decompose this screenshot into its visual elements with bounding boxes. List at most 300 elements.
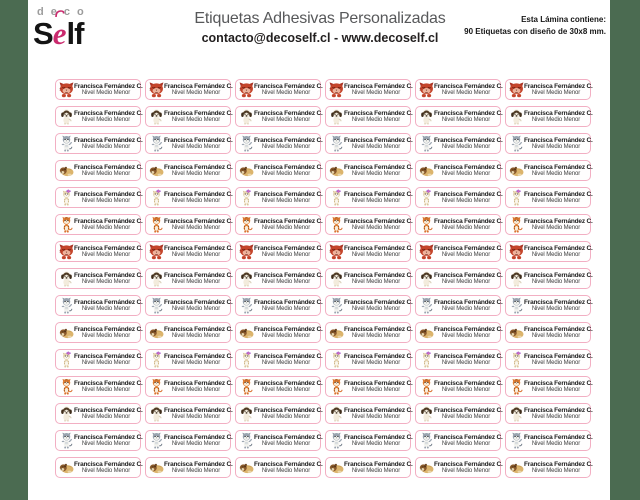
label-sticker [415,214,501,235]
puppy-icon [419,405,434,422]
label-level-line: Nivel Medio Menor [171,116,221,123]
label-text [164,460,233,474]
sleeping-dog-icon [59,162,74,179]
label-sticker [325,106,411,127]
label-name-line: Francisca Fernández C. [524,82,593,90]
label-sticker [145,457,231,478]
label-text [164,406,233,420]
label-text [524,460,593,474]
label-name-line: Francisca Fernández C. [344,109,413,117]
sleeping-dog-icon [239,162,254,179]
flower-cat-icon [59,351,74,368]
red-cat-icon [329,243,344,260]
label-level-line: Nivel Medio Menor [531,143,581,150]
label-name-line: Francisca Fernández C. [524,163,593,171]
label-name-line: Francisca Fernández C. [434,109,503,117]
label-name-line: Francisca Fernández C. [434,271,503,279]
label-name-line: Francisca Fernández C. [164,460,233,468]
label-text [164,352,233,366]
gray-cat-icon [329,297,344,314]
label-sticker [325,160,411,181]
label-name-line: Francisca Fernández C. [524,271,593,279]
label-level-line: Nivel Medio Menor [351,305,401,312]
label-level-line: Nivel Medio Menor [171,332,221,339]
label-name-line: Francisca Fernández C. [434,244,503,252]
label-text [254,163,323,177]
label-sticker [145,241,231,262]
label-sticker [415,376,501,397]
label-level-line: Nivel Medio Menor [531,197,581,204]
label-level-line: Nivel Medio Menor [351,278,401,285]
label-row [55,295,591,316]
label-name-line: Francisca Fernández C. [74,379,143,387]
gray-cat-icon [329,135,344,152]
label-sticker [325,133,411,154]
label-level-line: Nivel Medio Menor [81,440,131,447]
label-text [164,433,233,447]
label-text [524,82,593,96]
label-text [74,109,143,123]
label-sticker [415,295,501,316]
label-level-line: Nivel Medio Menor [441,251,491,258]
red-cat-icon [149,243,164,260]
label-text [434,109,503,123]
puppy-icon [149,270,164,287]
label-text [74,244,143,258]
label-name-line: Francisca Fernández C. [434,460,503,468]
left-background-strip [0,0,28,500]
label-sticker [505,268,591,289]
label-level-line: Nivel Medio Menor [171,467,221,474]
label-sticker [235,160,321,181]
label-level-line: Nivel Medio Menor [531,224,581,231]
label-name-line: Francisca Fernández C. [74,298,143,306]
label-sticker [145,430,231,451]
label-sticker [145,214,231,235]
flower-cat-icon [149,189,164,206]
label-name-line: Francisca Fernández C. [254,325,323,333]
label-text [434,82,503,96]
label-level-line: Nivel Medio Menor [171,305,221,312]
label-text [524,217,593,231]
puppy-icon [59,405,74,422]
flower-cat-icon [509,351,524,368]
label-text [524,406,593,420]
label-sticker [415,430,501,451]
label-sticker [325,241,411,262]
label-sticker [325,403,411,424]
label-level-line: Nivel Medio Menor [351,413,401,420]
label-text [164,271,233,285]
label-text [74,379,143,393]
puppy-icon [329,405,344,422]
sleeping-dog-icon [419,162,434,179]
label-level-line: Nivel Medio Menor [171,278,221,285]
puppy-icon [239,108,254,125]
decoself-logo [33,6,113,51]
label-text [344,460,413,474]
label-name-line: Francisca Fernández C. [164,82,233,90]
label-level-line: Nivel Medio Menor [441,359,491,366]
label-level-line: Nivel Medio Menor [261,359,311,366]
red-cat-icon [239,243,254,260]
label-text [344,163,413,177]
label-name-line: Francisca Fernández C. [74,244,143,252]
red-cat-icon [59,81,74,98]
label-name-line: Francisca Fernández C. [164,244,233,252]
label-level-line: Nivel Medio Menor [171,224,221,231]
label-sticker [325,349,411,370]
label-text [254,82,323,96]
label-name-line: Francisca Fernández C. [434,352,503,360]
label-sticker [235,376,321,397]
label-name-line: Francisca Fernández C. [74,109,143,117]
label-level-line: Nivel Medio Menor [81,386,131,393]
label-sticker [145,295,231,316]
label-sticker [415,403,501,424]
label-level-line: Nivel Medio Menor [81,305,131,312]
label-text [344,406,413,420]
label-name-line: Francisca Fernández C. [164,163,233,171]
red-cat-icon [509,243,524,260]
label-text [344,271,413,285]
label-name-line: Francisca Fernández C. [74,190,143,198]
label-name-line: Francisca Fernández C. [74,406,143,414]
label-sticker [235,241,321,262]
label-name-line: Francisca Fernández C. [164,136,233,144]
label-level-line: Nivel Medio Menor [531,278,581,285]
label-name-line: Francisca Fernández C. [524,406,593,414]
label-level-line: Nivel Medio Menor [351,197,401,204]
sleeping-dog-icon [509,324,524,341]
label-sticker [235,214,321,235]
red-cat-icon [419,81,434,98]
label-name-line: Francisca Fernández C. [524,190,593,198]
label-name-line: Francisca Fernández C. [254,298,323,306]
label-text [74,325,143,339]
label-name-line: Francisca Fernández C. [74,325,143,333]
label-level-line: Nivel Medio Menor [81,170,131,177]
label-name-line: Francisca Fernández C. [434,82,503,90]
label-text [434,217,503,231]
puppy-icon [419,270,434,287]
label-level-line: Nivel Medio Menor [261,251,311,258]
label-sticker [55,349,141,370]
label-sticker [55,214,141,235]
label-name-line: Francisca Fernández C. [254,217,323,225]
label-row [55,133,591,154]
label-name-line: Francisca Fernández C. [74,271,143,279]
label-text [164,136,233,150]
label-sticker [145,322,231,343]
label-sticker [505,349,591,370]
label-text [524,190,593,204]
label-sticker [55,295,141,316]
label-name-line: Francisca Fernández C. [344,406,413,414]
label-sticker [415,241,501,262]
gray-cat-icon [509,297,524,314]
contact-line: contacto@decoself.cl - www.decoself.cl [201,31,439,45]
puppy-icon [149,405,164,422]
logo-self-text [33,16,113,51]
label-text [344,352,413,366]
sleeping-dog-icon [419,459,434,476]
label-text [254,433,323,447]
label-sticker [235,79,321,100]
label-level-line: Nivel Medio Menor [81,467,131,474]
label-name-line: Francisca Fernández C. [434,190,503,198]
label-level-line: Nivel Medio Menor [441,413,491,420]
label-sticker [235,457,321,478]
label-text [434,325,503,339]
sleeping-dog-icon [329,162,344,179]
label-sticker [55,79,141,100]
label-text [434,163,503,177]
label-sticker [415,106,501,127]
flower-cat-icon [239,351,254,368]
label-text [254,244,323,258]
label-level-line: Nivel Medio Menor [441,386,491,393]
label-level-line: Nivel Medio Menor [441,89,491,96]
sheet-info [464,14,606,37]
label-text [74,352,143,366]
label-name-line: Francisca Fernández C. [434,406,503,414]
label-name-line: Francisca Fernández C. [344,163,413,171]
label-level-line: Nivel Medio Menor [351,224,401,231]
label-name-line: Francisca Fernández C. [434,325,503,333]
sleeping-dog-icon [59,324,74,341]
label-name-line: Francisca Fernández C. [164,325,233,333]
label-text [74,136,143,150]
logo-swirl-icon [55,10,65,18]
label-level-line: Nivel Medio Menor [261,440,311,447]
label-level-line: Nivel Medio Menor [441,197,491,204]
label-level-line: Nivel Medio Menor [171,359,221,366]
label-sticker [505,160,591,181]
label-level-line: Nivel Medio Menor [531,89,581,96]
label-text [434,136,503,150]
tiger-cat-icon [329,216,344,233]
logo-deco-text: deco [37,6,91,18]
label-level-line: Nivel Medio Menor [261,467,311,474]
label-sticker [145,349,231,370]
sleeping-dog-icon [149,324,164,341]
label-text [434,190,503,204]
label-sticker [55,187,141,208]
puppy-icon [509,270,524,287]
label-text [524,244,593,258]
label-name-line: Francisca Fernández C. [344,298,413,306]
label-text [344,82,413,96]
label-sticker [505,133,591,154]
label-text [164,244,233,258]
flower-cat-icon [59,189,74,206]
label-text [344,217,413,231]
label-level-line: Nivel Medio Menor [351,143,401,150]
label-level-line: Nivel Medio Menor [441,278,491,285]
label-sticker [505,106,591,127]
label-sticker [505,322,591,343]
label-level-line: Nivel Medio Menor [441,170,491,177]
label-level-line: Nivel Medio Menor [171,251,221,258]
sleeping-dog-icon [419,324,434,341]
label-level-line: Nivel Medio Menor [81,116,131,123]
label-text [434,244,503,258]
label-name-line: Francisca Fernández C. [164,352,233,360]
label-sticker [145,79,231,100]
label-sticker [235,295,321,316]
label-sticker [55,322,141,343]
label-sticker [505,187,591,208]
label-text [524,271,593,285]
label-sticker [325,430,411,451]
tiger-cat-icon [239,378,254,395]
label-level-line: Nivel Medio Menor [171,170,221,177]
label-text [344,136,413,150]
label-name-line: Francisca Fernández C. [524,244,593,252]
label-sticker [505,403,591,424]
label-sticker [145,268,231,289]
label-sticker [505,214,591,235]
label-name-line: Francisca Fernández C. [164,406,233,414]
gray-cat-icon [59,432,74,449]
puppy-icon [509,405,524,422]
label-sticker [415,133,501,154]
label-level-line: Nivel Medio Menor [81,89,131,96]
gray-cat-icon [59,297,74,314]
label-name-line: Francisca Fernández C. [344,325,413,333]
label-sticker [325,295,411,316]
label-text [74,217,143,231]
label-sticker [55,430,141,451]
label-name-line: Francisca Fernández C. [344,460,413,468]
label-name-line: Francisca Fernández C. [74,433,143,441]
label-sticker [145,403,231,424]
label-name-line: Francisca Fernández C. [254,406,323,414]
label-name-line: Francisca Fernández C. [74,163,143,171]
label-text [344,298,413,312]
tiger-cat-icon [59,378,74,395]
label-row [55,160,591,181]
label-sticker [145,376,231,397]
label-text [74,298,143,312]
label-level-line: Nivel Medio Menor [81,413,131,420]
label-level-line: Nivel Medio Menor [261,224,311,231]
label-name-line: Francisca Fernández C. [254,433,323,441]
label-sticker [145,160,231,181]
logo-self-e: e [53,16,67,51]
label-name-line: Francisca Fernández C. [344,271,413,279]
label-name-line: Francisca Fernández C. [164,433,233,441]
flower-cat-icon [419,351,434,368]
label-level-line: Nivel Medio Menor [261,116,311,123]
label-sticker [145,187,231,208]
label-level-line: Nivel Medio Menor [81,332,131,339]
right-background-strip [610,0,640,500]
label-level-line: Nivel Medio Menor [81,143,131,150]
label-text [74,190,143,204]
sleeping-dog-icon [149,459,164,476]
label-text [254,298,323,312]
label-text [74,163,143,177]
label-sticker [55,106,141,127]
label-text [524,379,593,393]
label-sticker [235,403,321,424]
label-level-line: Nivel Medio Menor [171,440,221,447]
label-name-line: Francisca Fernández C. [524,298,593,306]
red-cat-icon [329,81,344,98]
label-row [55,268,591,289]
label-name-line: Francisca Fernández C. [254,136,323,144]
label-name-line: Francisca Fernández C. [344,190,413,198]
red-cat-icon [509,81,524,98]
label-row [55,106,591,127]
sleeping-dog-icon [509,459,524,476]
label-name-line: Francisca Fernández C. [434,433,503,441]
label-row [55,241,591,262]
label-text [524,298,593,312]
label-name-line: Francisca Fernández C. [524,325,593,333]
label-level-line: Nivel Medio Menor [261,386,311,393]
label-text [254,325,323,339]
label-text [434,298,503,312]
label-level-line: Nivel Medio Menor [351,251,401,258]
label-name-line: Francisca Fernández C. [434,136,503,144]
label-text [254,379,323,393]
red-cat-icon [149,81,164,98]
label-text [434,433,503,447]
label-text [434,406,503,420]
label-sticker [325,79,411,100]
label-level-line: Nivel Medio Menor [81,197,131,204]
label-sticker [55,268,141,289]
label-name-line: Francisca Fernández C. [74,460,143,468]
flower-cat-icon [329,189,344,206]
label-sticker [55,376,141,397]
label-name-line: Francisca Fernández C. [164,298,233,306]
label-level-line: Nivel Medio Menor [81,278,131,285]
label-text [254,109,323,123]
label-text [344,244,413,258]
label-level-line: Nivel Medio Menor [261,305,311,312]
label-text [344,379,413,393]
label-sticker [235,430,321,451]
flower-cat-icon [419,189,434,206]
gray-cat-icon [419,135,434,152]
label-sticker [415,268,501,289]
label-name-line: Francisca Fernández C. [74,352,143,360]
label-row [55,187,591,208]
sleeping-dog-icon [329,324,344,341]
label-name-line: Francisca Fernández C. [524,136,593,144]
label-level-line: Nivel Medio Menor [531,305,581,312]
label-sticker [325,187,411,208]
label-text [254,460,323,474]
sleeping-dog-icon [329,459,344,476]
label-level-line: Nivel Medio Menor [351,440,401,447]
label-level-line: Nivel Medio Menor [531,413,581,420]
label-level-line: Nivel Medio Menor [261,413,311,420]
label-sticker [55,457,141,478]
label-level-line: Nivel Medio Menor [531,170,581,177]
label-sticker [505,457,591,478]
label-name-line: Francisca Fernández C. [434,298,503,306]
logo-self-lf: lf [66,16,84,51]
label-sticker [145,106,231,127]
label-level-line: Nivel Medio Menor [261,170,311,177]
gray-cat-icon [419,297,434,314]
label-sticker [55,133,141,154]
